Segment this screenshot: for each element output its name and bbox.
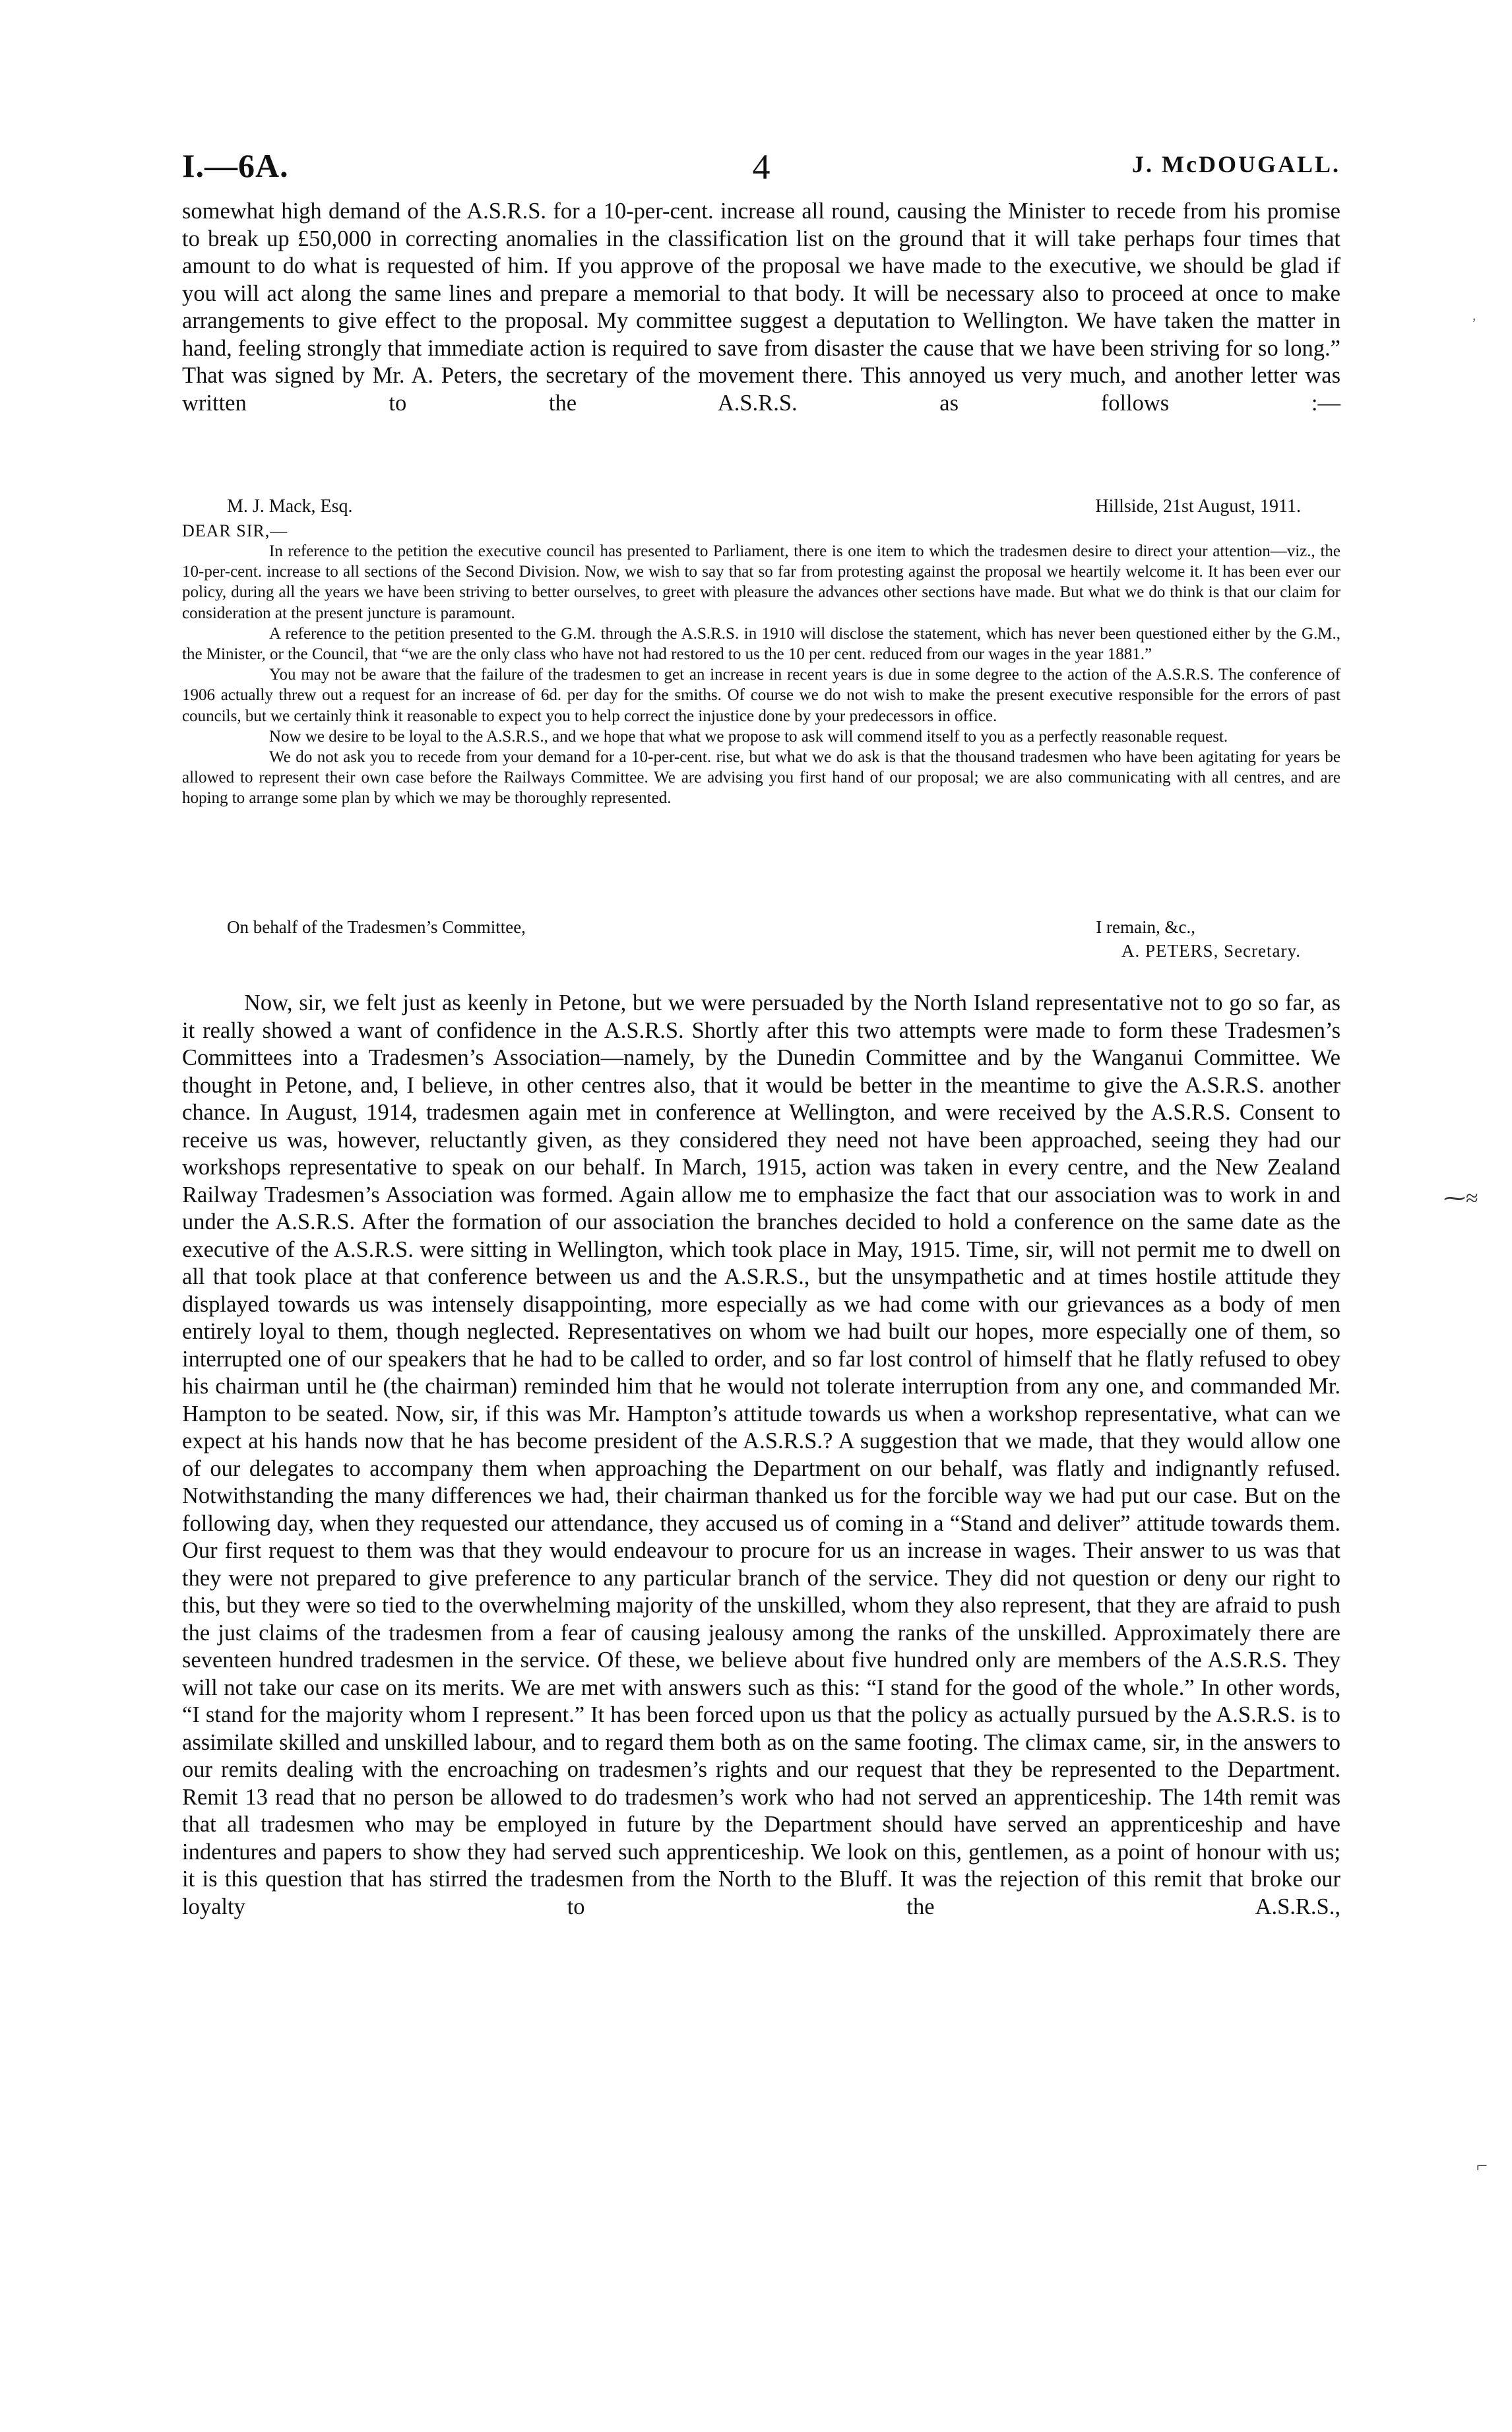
letter-on-behalf: On behalf of the Tradesmen’s Committee, (227, 917, 526, 937)
letter-signature: A. PETERS, Secretary. (1121, 941, 1301, 961)
letter-address-row (182, 496, 1340, 523)
letter-paragraph: You may not be aware that the failure of the tradesmen to get an increase in recent years is due in some degree to the action of the A.S.R.S. The conference of 1906 actually threw out a request for an increase of 6d. per day for the smiths. Of course we do not wish to make the present executive responsible for the errors of past councils, but we certainly think it reasonable to expect you to help correct the injustice done by your predecessors in office. (182, 666, 1340, 725)
margin-pencil-mark: ⁓≈ (1443, 1186, 1478, 1211)
intro-paragraph: somewhat high demand of the A.S.R.S. for a 10-per-cent. increase all round, causing the Minister to recede from his promise to break up £50,000 in correcting anomalies in the classification list on the ground that it will take perhaps four times that amount to do what is requested of him. If you approve of the proposal we have made to the executive, we should be glad if you will act along the same lines and prepare a memorial to that body. It will be necessary also to proceed at once to make arrangements to give effect to the proposal. My committee suggest a deputation to Wellington. We have taken the matter in hand, feeling strongly that immediate action is required to save from disaster the cause that we have been striving for so long.” That was signed by Mr. A. Peters, the secretary of the movement there. This annoyed us very much, and another letter was written to the A.S.R.S. as follows :— (182, 199, 1340, 416)
document-reference: I.—6A. (182, 147, 289, 184)
letter-paragraph: In reference to the petition the executive council has presented to Parliament, there is one item to which the tradesmen desire to direct your attention—viz., the 10-per-cent. increase to all sections of the Second Division. Now, we wish to say that so far from protesting against the proposal we heartily welcome it. It has been ever our policy, during all the years we have been striving to better ourselves, to greet with pleasure the advances other sections have made. But what we do think is that our claim for consideration at the present juncture is paramount. (182, 542, 1340, 622)
letter-salutation: DEAR SIR,— (182, 521, 288, 540)
page-number: 4 (752, 147, 771, 187)
main-paragraph: Now, sir, we felt just as keenly in Petone, but we were persuaded by the North Island representative not to go so far, as it really showed a want of confidence in the A.S.R.S. Shortly after this two attempts were made to form these Tradesmen’s Committees into a Tradesmen’s Association—namely, by the Dunedin Committee and by the Wanganui Committee. We thought in Petone, and, I believe, in other centres also, that it would be better in the meantime to give the A.S.R.S. another chance. In August, 1914, tradesmen again met in conference at Wellington, and were received by the A.S.R.S. Consent to receive us was, however, reluctantly given, as they considered they need not have been approached, seeing they had our workshops representative to speak on our behalf. In March, 1915, action was taken in every centre, and the New Zealand Railway Tradesmen’s Association was formed. Again allow me to emphasize the fact that our association was to work in and under the A.S.R.S. After the formation of our association the branches decided to hold a conference on the same date as the executive of the A.S.R.S. were sitting in Wellington, which took place in May, 1915. Time, sir, will not permit me to dwell on all that took place at that conference between us and the A.S.R.S., but the unsympathetic and at times hostile attitude they displayed towards us was intensely disappointing, more especially as we had come with our grievances as a body of men entirely loyal to them, though neglected. Representatives on whom we had built our hopes, more especially one of them, so interrupted one of our speakers that he had to be called to order, and so far lost control of himself that he flatly refused to obey his chairman until he (the chairman) reminded him that he would not tolerate interruption from any one, and commanded Mr. Hampton to be seated. Now, sir, if this was Mr. Hampton’s attitude towards us when a workshop representative, what can we expect at his hands now that he has become president of the A.S.R.S.? A suggestion that we made, that they would allow one of our delegates to accompany them when approaching the Department on our behalf, was flatly and indignantly refused. Notwithstanding the many differences we had, their chairman thanked us for the forcible way we had put our case. But on the following day, when they requested our attendance, they accused us of coming in a “Stand and deliver” attitude towards them. Our first request to them was that they would endeavour to procure for us an increase in wages. Their answer to us was that they were not prepared to give preference to any particular branch of the service. They did not question or deny our right to this, but they were so tied to the overwhelming majority of the unskilled, whom they also represent, that they are afraid to push the just claims of the tradesmen from a fear of causing jealousy among the ranks of the unskilled. Approximately there are seventeen hundred tradesmen in the service. Of these, we believe about five hundred only are members of the A.S.R.S. They will not take our case on its merits. We are met with answers such as this: “I stand for the good of the whole.” In other words, “I stand for the majority whom I represent.” It has been forced upon us that the policy as actually pursued by the A.S.R.S. is to assimilate skilled and unskilled labour, and to regard them both as on the same footing. The climax came, sir, in the answers to our remits dealing with the encroaching on tradesmen’s rights and our request that they be represented to the Department. Remit 13 read that no person be allowed to do tradesmen’s work who had not served an apprenticeship. The 14th remit was that all tradesmen who may be employed in future by the Department should have served an apprenticeship and have indentures and papers to show they had served such apprenticeship. We look on this, gentlemen, as a point of honour with us; it is this question that has stirred the tradesmen from the North to the Bluff. It was the rejection of this remit that broke our loyalty to the A.S.R.S., (182, 990, 1340, 1919)
letter-addressee: M. J. Mack, Esq. (227, 496, 353, 517)
letter-paragraph: Now we desire to be loyal to the A.S.R.S., and we hope that what we propose to ask will commend itself to you as a perfectly reasonable request. (269, 727, 1228, 746)
letter-closing: I remain, &c., (1096, 917, 1195, 937)
letter-closing-row (182, 917, 1340, 944)
letter-paragraph: A reference to the petition presented to the G.M. through the A.S.R.S. in 1910 will disclose the statement, which has never been questioned either by the G.M., the Minister, or the Council, that “we are the only class who have not had restored to us the 10 per cent. reduced from our wages in the year 1881.” (182, 624, 1340, 664)
letter-body (182, 541, 1340, 809)
letter-signature-row (182, 941, 1340, 967)
witness-name: J. McDOUGALL. (1132, 151, 1340, 177)
letter-place-date: Hillside, 21st August, 1911. (1095, 496, 1301, 517)
margin-tick-mark: ⌐ (1476, 2155, 1488, 2177)
margin-tick-mark: , (1472, 307, 1476, 323)
page-header (182, 146, 1340, 193)
letter-paragraph: We do not ask you to recede from your demand for a 10-per-cent. rise, but what we do ask is that the thousand tradesmen who have been agitating for years be allowed to represent their own case before the Railways Committee. We are advising you first hand of our proposal; we are also communicating with all centres, and are hoping to arrange some plan by which we may be thoroughly represented. (182, 748, 1340, 808)
